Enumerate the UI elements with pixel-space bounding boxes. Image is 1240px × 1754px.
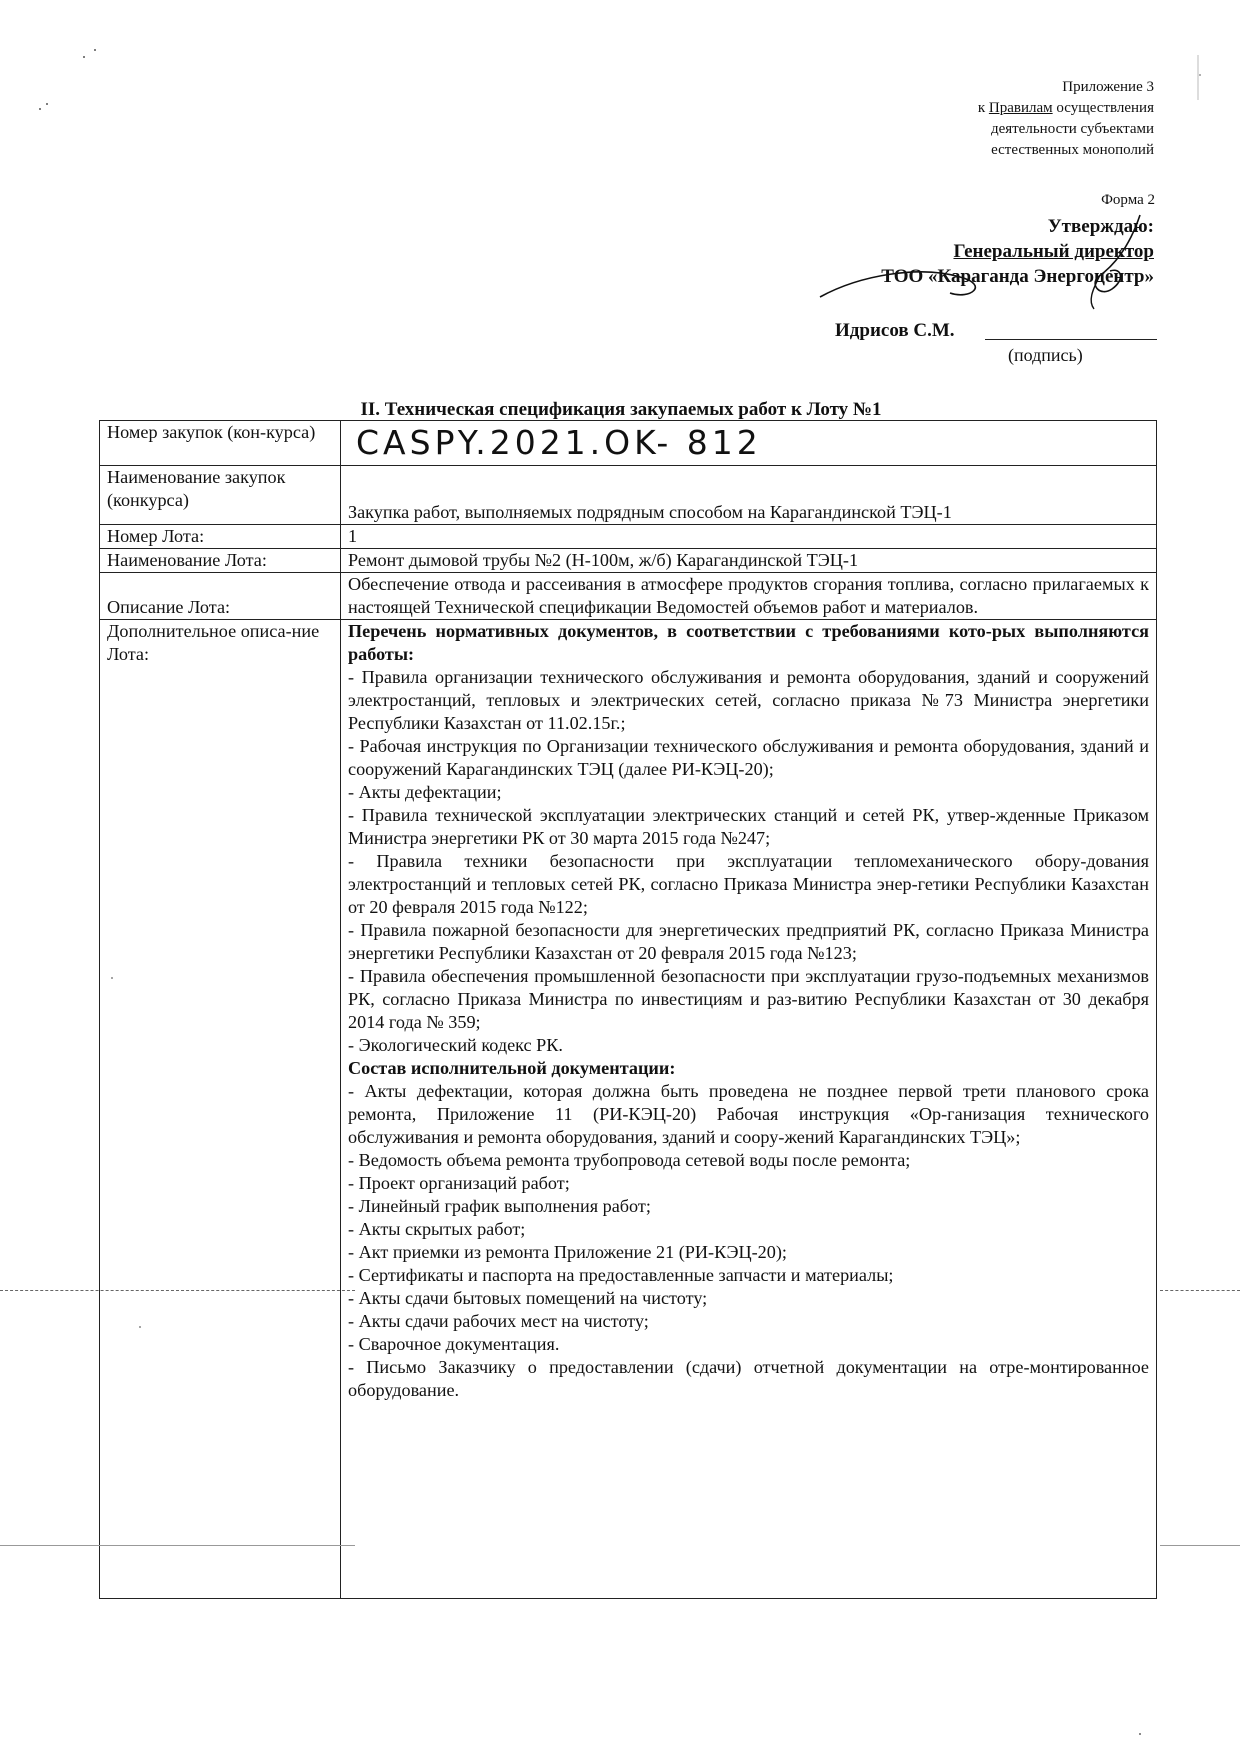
signer-name: Идрисов С.М. bbox=[835, 320, 955, 341]
list-item: - Проект организаций работ; bbox=[348, 1173, 570, 1193]
list-item: - Акты сдачи бытовых помещений на чистоту; bbox=[348, 1288, 708, 1308]
list-item: - Сертификаты и паспорта на предоставленные запчасти и материалы; bbox=[348, 1265, 894, 1285]
list-item: - Письмо Заказчику о предоставлении (сдачи) отчетной документации на отре-монтированное оборудование. bbox=[348, 1357, 1149, 1400]
signature-caption: (подпись) bbox=[1008, 345, 1083, 365]
row-label: Номер закупок (кон-курса) bbox=[100, 421, 341, 466]
row-value: 1 bbox=[341, 525, 1157, 549]
list-item: - Ведомость объема ремонта трубопровода сетевой воды после ремонта; bbox=[348, 1150, 911, 1170]
rules-link[interactable]: Правилам bbox=[988, 100, 1053, 116]
list-item: - Акты скрытых работ; bbox=[348, 1219, 526, 1239]
list-item: - Правила обеспечения промышленной безопасности при эксплуатации грузо-подъемных механизмов РК, согласно Приказа Министра по инвестициям и раз-витию Республики Казахстан от 30 декабря 2014 года № 359; bbox=[348, 966, 1149, 1032]
table-row bbox=[100, 573, 1157, 620]
row-value: Закупка работ, выполняемых подрядным способом на Карагандинской ТЭЦ-1 bbox=[341, 466, 1157, 525]
director-position: Генеральный директор bbox=[953, 241, 1154, 262]
docs-heading: Состав исполнительной документации: bbox=[348, 1058, 676, 1078]
row-label: Дополнительное описа-ние Лота: bbox=[100, 620, 341, 1599]
row-label: Наименование Лота: bbox=[100, 549, 341, 573]
table-row bbox=[100, 466, 1157, 525]
table-row bbox=[100, 549, 1157, 573]
document-title: II. Техническая спецификация закупаемых работ к Лоту №1 bbox=[360, 399, 882, 420]
company-name: ТОО «Караганда Энергоцентр» bbox=[881, 266, 1154, 287]
list-item: - Акты дефектации; bbox=[348, 782, 502, 802]
list-item: - Акты сдачи рабочих мест на чистоту; bbox=[348, 1311, 649, 1331]
appendix-reference bbox=[814, 77, 1154, 161]
list-item: - Правила техники безопасности при эксплуатации тепломеханического обору-дования электростанций и тепловых сетей РК, согласно Приказа Министра энер-гетики Республики Казахстан от 20 февраля 2015 года №122; bbox=[348, 851, 1149, 917]
handwritten-signature bbox=[800, 205, 1180, 315]
list-item: - Экологический кодекс РК. bbox=[348, 1035, 563, 1055]
signature-line bbox=[985, 339, 1157, 340]
row-value: Ремонт дымовой трубы №2 (Н-100м, ж/б) Карагандинской ТЭЦ-1 bbox=[341, 549, 1157, 573]
scan-artifact-line bbox=[0, 1545, 355, 1546]
norms-heading: Перечень нормативных документов, в соответствии с требованиями кото-рых выполняются работы: bbox=[348, 621, 1149, 664]
table-row bbox=[100, 421, 1157, 466]
row-label: Описание Лота: bbox=[100, 573, 341, 620]
scan-artifact-line bbox=[0, 1290, 355, 1291]
list-item: - Правила технической эксплуатации электрических станций и сетей РК, утвер-жденные Приказом Министра энергетики РК от 30 марта 2015 года №247; bbox=[348, 805, 1149, 848]
row-value: Обеспечение отвода и рассеивания в атмосфере продуктов сгорания топлива, согласно прилагаемых к настоящей Технической спецификации Ведомостей объемов работ и материалов. bbox=[341, 573, 1157, 620]
handwritten-procurement-number: CASPY.2021.OK- 812 bbox=[356, 423, 762, 462]
appendix-line-3: деятельности субъектами bbox=[990, 121, 1154, 137]
appendix-title: Приложение 3 bbox=[1062, 79, 1154, 95]
list-item: - Линейный график выполнения работ; bbox=[348, 1196, 651, 1216]
list-item: - Акты дефектации, которая должна быть проведена не позднее первой трети планового срока ремонта, Приложение 11 (РИ-КЭЦ-20) Рабочая инструкция «Ор-ганизация технического обслуживания и ремонта оборудования, зданий и соору-жений Карагандинских ТЭЦ»; bbox=[348, 1081, 1149, 1147]
row-label: Наименование закупок (конкурса) bbox=[100, 466, 341, 525]
scan-artifact-line bbox=[1160, 1290, 1240, 1291]
scan-artifact-line bbox=[1160, 1545, 1240, 1546]
row-value bbox=[341, 421, 1157, 466]
list-item: - Сварочное документация. bbox=[348, 1334, 560, 1354]
list-item: - Акт приемки из ремонта Приложение 21 (РИ-КЭЦ-20); bbox=[348, 1242, 787, 1262]
table-row bbox=[100, 525, 1157, 549]
specification-table bbox=[99, 420, 1157, 1599]
row-value bbox=[341, 620, 1157, 1599]
approve-label: Утверждаю: bbox=[1047, 216, 1154, 237]
form-label: Форма 2 bbox=[1101, 192, 1155, 208]
table-row bbox=[100, 620, 1157, 1599]
appendix-line-4: естественных монополий bbox=[991, 142, 1154, 158]
list-item: - Правила пожарной безопасности для энергетических предприятий РК, согласно Приказа Министра энергетики Республики Казахстан от 20 февраля 2015 года №123; bbox=[348, 920, 1149, 963]
list-item: - Правила организации технического обслуживания и ремонта оборудования, зданий и сооружений электростанций, тепловых и электрических сетей, согласно приказа №73 Министра энергетики Республики Казахстан от 11.02.15г.; bbox=[348, 667, 1149, 733]
list-item: - Рабочая инструкция по Организации технического обслуживания и ремонта оборудования, зданий и сооружений Карагандинских ТЭЦ (далее РИ-КЭЦ-20); bbox=[348, 736, 1149, 779]
appendix-line-2: к Правилам осуществления bbox=[977, 100, 1154, 116]
row-label: Номер Лота: bbox=[100, 525, 341, 549]
